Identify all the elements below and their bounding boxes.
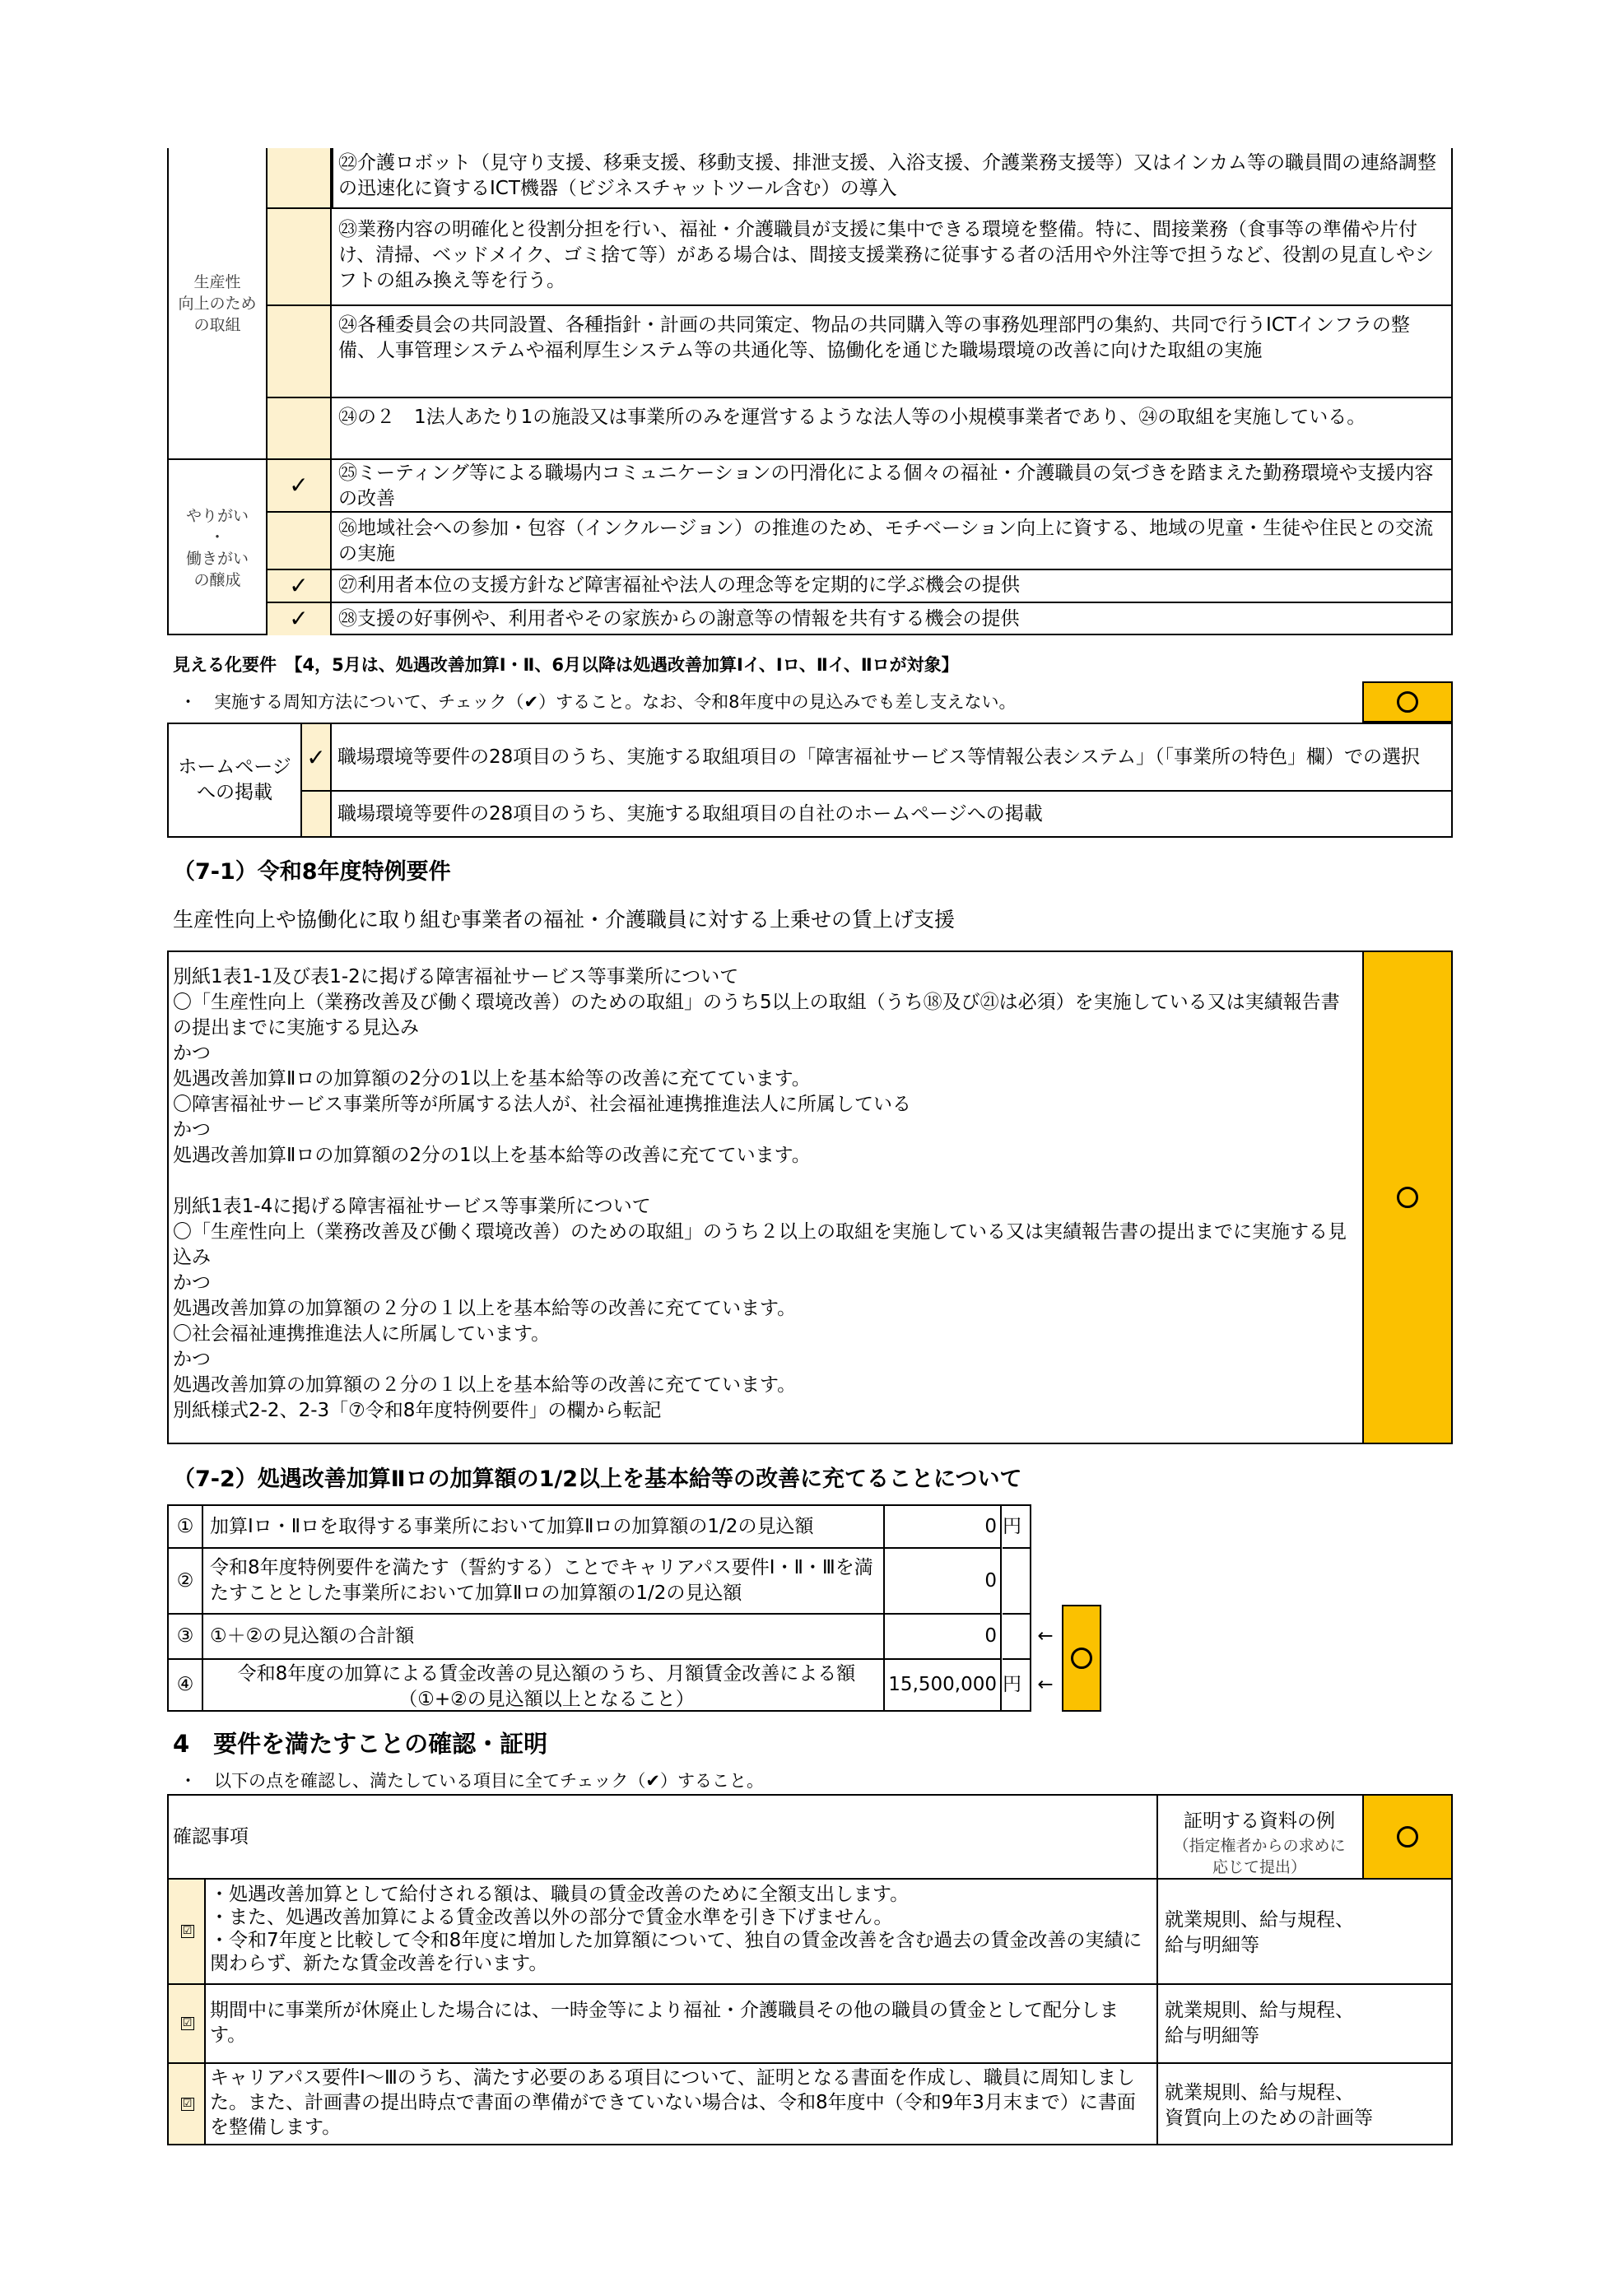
motivation-row (266, 569, 1451, 602)
productivity-checkbox[interactable] (266, 148, 332, 207)
section4-checkbox[interactable]: ☑ (181, 2017, 194, 2030)
section4-instruction: ・ 以下の点を確認し、満たしている項目に全てチェック（✔）すること。 (179, 1771, 764, 1791)
row-label: 令和8年度特例要件を満たす（誓約する）ことでキャリアパス要件Ⅰ・Ⅱ・Ⅲを満たすこととした事業所において加算Ⅱロの加算額の1/2の見込額 (202, 1547, 883, 1613)
arrow-left-icon: ← (1037, 1624, 1054, 1647)
productivity-checkbox[interactable] (266, 397, 332, 459)
section4-proof-cell (1156, 1880, 1451, 1983)
productivity-item-text: ㉓業務内容の明確化と役割分担を行い、福祉・介護職員が支援に集中できる環境を整備。特に、間接業務（食事等の準備や片付け、清掃、ベッドメイク、ゴミ捨て等）がある場合は、間接支援業務に従事する者の活用や外注等で担うなど、役割の見直しやシフトの組み換え等を行う。 (338, 219, 1435, 291)
row-value: 0 (883, 1506, 1002, 1547)
section4-row-proof: 就業規則、給与規程、 給与明細等 (1165, 2000, 1354, 2047)
col-header-proof-note: （指定権者からの求めに 応じて提出） (1173, 1837, 1346, 1876)
visibility-option-text: 職場環境等要件の28項目のうち、実施する取組項目の自社のホームページへの掲載 (337, 802, 1043, 825)
productivity-item-text: ㉔の２ 1法人あたり1の施設又は事業所のみを運営するような法人等の小規模事業者であり、㉔の取組を実施している。 (338, 407, 1366, 428)
visibility-checkbox[interactable] (300, 792, 332, 836)
row-label: 令和8年度の加算による賃金改善の見込額のうち、月額賃金改善による額 （①+②の見込額以上となること） (202, 1658, 883, 1710)
status-circle-icon (1071, 1648, 1092, 1669)
col-header-proof: 証明する資料の例 (1184, 1810, 1335, 1832)
special-71-heading: （7‐1）令和8年度特例要件 (173, 859, 451, 885)
special-71-body: 別紙1表1-1及び表1-2に掲げる障害福祉サービス等事業所について 〇「生産性向上（業務改善及び働く環境改善）のための取組」のうち5以上の取組（うち⑱及び㉑は必須）を実施している又は実績報告書の提出までに実施する見込み かつ 処遇改善加算Ⅱロの加算額の2分の1以上を基本給等の改善に充てています。 〇障害福祉サービス事業所等が所属する法人が、社会福祉連携推進法人に所属している かつ 処遇改善加算Ⅱロの加算額の2分の1以上を基本給等の改善に充てています。 別紙1表1-4に掲げる障害福祉サービス等事業所について 〇「生産性向上（業務改善及び働く環境改善）のための取組」のうち２以上の取組を実施している又は実績報告書の提出までに実施する見込み かつ 処遇改善加算の加算額の２分の１以上を基本給等の改善に充てています。 〇社会福祉連携推進法人に所属しています。 かつ 処遇改善加算の加算額の２分の１以上を基本給等の改善に充てています。 別紙様式2-2、2-3「⑦令和8年度特例要件」の欄から転記 (173, 966, 1347, 1421)
motivation-item-text: ㉗利用者本位の支援方針など障害福祉や法人の理念等を定期的に学ぶ機会の提供 (338, 574, 1020, 596)
motivation-item-text: ㉘支援の好事例や、利用者やその家族からの謝意等の情報を共有する機会の提供 (338, 608, 1020, 630)
special-72-status (1062, 1605, 1101, 1712)
visibility-heading: 見える化要件 【4，5月は、処遇改善加算Ⅰ・Ⅱ、6月以降は処遇改善加算Ⅰイ、Ⅰロ、Ⅱイ、Ⅱロが対象】 (173, 655, 959, 675)
row-value: 0 (883, 1613, 1002, 1658)
motivation-checkbox[interactable]: ✓ (289, 571, 309, 599)
row-number: ③ (169, 1613, 202, 1658)
special-72-heading: （7‐2）処遇改善加算Ⅱロの加算額の1/2以上を基本給等の改善に充てることについて (173, 1466, 1022, 1492)
row-unit: 円 (1003, 1658, 1030, 1710)
row-unit: 円 (1003, 1515, 1021, 1537)
productivity-item-text: ㉒介護ロボット（見守り支援、移乗支援、移動支援、排泄支援、入浴支援、介護業務支援等）又はインカム等の職員間の連絡調整の迅速化に資するICT機器（ビジネスチャットツール含む）の導入 (338, 152, 1436, 199)
row-label: ①＋②の見込額の合計額 (202, 1613, 883, 1658)
section4-checkbox-cell (169, 1880, 206, 1983)
special-71-status (1362, 952, 1451, 1443)
motivation-row (266, 511, 1451, 569)
productivity-row (332, 148, 1451, 207)
section4-checkbox-cell (169, 1985, 206, 2062)
row-number: ④ (169, 1658, 202, 1710)
category-motivation: やりがい ・ 働きがい の醸成 (169, 458, 266, 635)
section4-row-proof: 就業規則、給与規程、 給与明細等 (1165, 1909, 1354, 1956)
special-71-subtitle: 生産性向上や協働化に取り組む事業者の福祉・介護職員に対する上乗せの賃上げ支援 (173, 908, 956, 932)
visibility-instruction: ・ 実施する周知方法について、チェック（✔）すること。なお、令和8年度中の見込みでも差し支えない。 (179, 692, 1017, 712)
section4-proof-cell (1156, 1985, 1451, 2062)
section4-status (1362, 1796, 1451, 1878)
section4-row-text: キャリアパス要件Ⅰ～Ⅲのうち、満たす必要のある項目について、証明となる書面を作成し、職員に周知しました。また、計画書の提出時点で書面の準備ができていない場合は、令和8年度中（令和9年3月末まで）に書面を整備します。 (210, 2067, 1136, 2138)
status-circle-icon (1397, 1187, 1418, 1208)
productivity-checkbox[interactable] (266, 207, 332, 304)
section4-checkbox-cell (169, 2064, 206, 2144)
motivation-checkbox[interactable] (266, 511, 332, 569)
visibility-status (1362, 681, 1453, 723)
motivation-item-text: ㉕ミーティング等による職場内コミュニケーションの円滑化による個々の福祉・介護職員の気づきを踏まえた勤務環境や支援内容の改善 (338, 462, 1434, 509)
section4-row-text: ・処遇改善加算として給付される額は、職員の賃金改善のために全額支出します。 ・また、処遇改善加算による賃金改善以外の部分で賃金水準を引き下げません。 ・令和7年度と比較して令和8年度に増加した加算額について、独自の賃金改善を含む過去の賃金改善の実績に関わらず、新たな賃金改善を行います。 (210, 1884, 1142, 1974)
productivity-checkbox[interactable] (266, 304, 332, 397)
row-label: 加算Ⅰロ・Ⅱロを取得する事業所において加算Ⅱロの加算額の1/2の見込額 (202, 1506, 883, 1547)
row-value: 15,500,000 (883, 1658, 1002, 1710)
row-value: 0 (883, 1547, 1002, 1613)
row-number: ① (176, 1515, 194, 1537)
row-unit (1003, 1613, 1030, 1658)
motivation-row (266, 602, 1451, 635)
visibility-option-text: 職場環境等要件の28項目のうち、実施する取組項目の「障害福祉サービス等情報公表システム」（「事業所の特色」欄）での選択 (337, 746, 1420, 768)
row-number: ② (169, 1547, 202, 1613)
productivity-item-text: ㉔各種委員会の共同設置、各種指針・計画の共同策定、物品の共同購入等の事務処理部門の集約、共同で行うICTインフラの整備、人事管理システムや福利厚生システム等の共通化等、協働化を通じた職場環境の改善に向けた取組の実施 (338, 314, 1410, 361)
section4-checkbox[interactable]: ☑ (181, 1925, 194, 1938)
section4-row-proof: 就業規則、給与規程、 資質向上のための計画等 (1165, 2082, 1373, 2129)
productivity-row (266, 207, 1451, 304)
productivity-row (266, 304, 1451, 397)
row-unit (1003, 1547, 1030, 1613)
arrow-left-icon: ← (1037, 1673, 1054, 1695)
motivation-row (266, 458, 1451, 511)
motivation-checkbox[interactable]: ✓ (289, 471, 309, 499)
section4-proof-cell (1156, 2064, 1451, 2144)
productivity-row (266, 397, 1451, 459)
section4-row-text: 期間中に事業所が休廃止した場合には、一時金等により福祉・介護職員その他の職員の賃金として配分します。 (210, 2000, 1119, 2046)
motivation-checkbox[interactable]: ✓ (289, 605, 309, 632)
status-circle-icon (1397, 691, 1418, 713)
motivation-item-text: ㉖地域社会への参加・包容（インクルージョン）の推進のため、モチベーション向上に資する、地域の児童・生徒や住民との交流の実施 (338, 518, 1434, 565)
section4-checkbox[interactable]: ☑ (181, 2098, 194, 2111)
visibility-checkbox[interactable]: ✓ (306, 743, 326, 771)
homepage-category: ホームページ への掲載 (178, 756, 291, 803)
section4-heading: 4 要件を満たすことの確認・証明 (173, 1730, 548, 1758)
category-productivity: 生産性 向上のため の取組 (178, 273, 257, 334)
status-circle-icon (1397, 1826, 1418, 1847)
col-header-confirm: 確認事項 (173, 1825, 249, 1847)
